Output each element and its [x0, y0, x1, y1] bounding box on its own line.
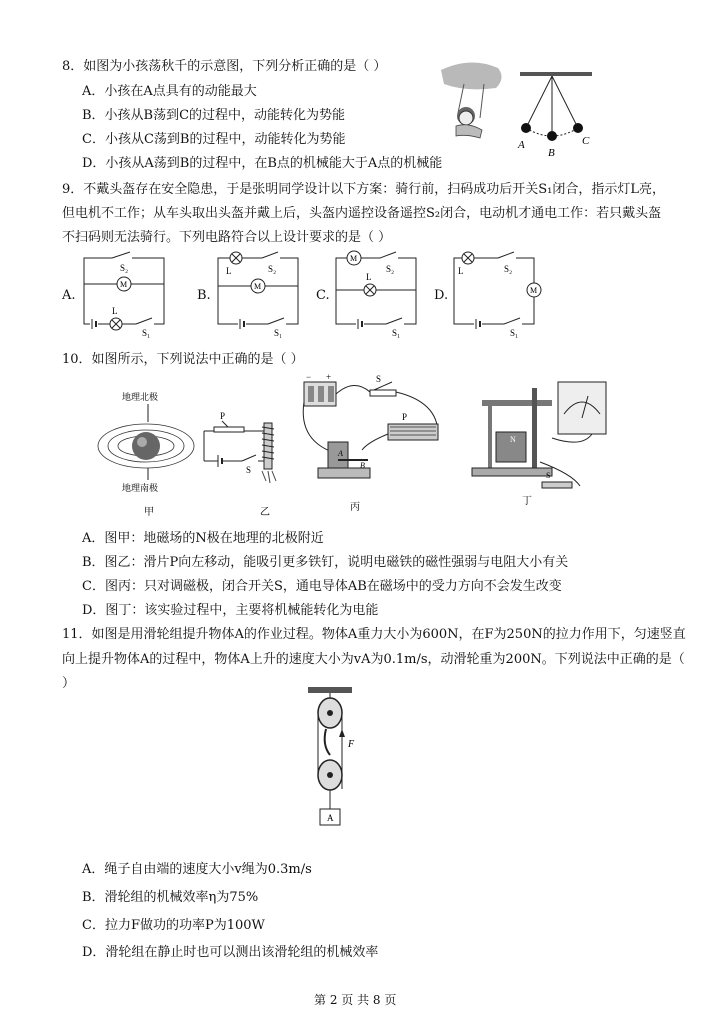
- svg-text:S₁: S₁: [274, 328, 283, 338]
- fig-bing-caption: 丙: [350, 502, 360, 513]
- force-label: F: [348, 739, 355, 750]
- q11-option-b: B．滑轮组的机械效率η为75%: [82, 890, 259, 905]
- label-point-a: A: [518, 139, 525, 151]
- svg-text:S₂: S₂: [504, 264, 513, 274]
- svg-text:M: M: [530, 286, 538, 295]
- circuit-c-option: C.: [316, 288, 330, 303]
- circuit-b-option: B.: [197, 288, 211, 303]
- q11-stem-line-1: 11．如图是用滑轮组提升物体A的作业过程。物体A重力大小为600N，在F为250N的拉力作用下，匀速竖直: [62, 627, 686, 642]
- svg-text:L: L: [226, 266, 232, 276]
- svg-text:P: P: [220, 411, 226, 421]
- circuit-b-diagram: [212, 250, 312, 338]
- svg-text:−: −: [306, 372, 312, 382]
- fig-ding-caption: 丁: [522, 496, 532, 507]
- svg-text:S: S: [546, 471, 551, 480]
- svg-text:S₂: S₂: [120, 263, 129, 273]
- fig-ding-induction-experiment: [462, 378, 612, 518]
- page-number-footer: 第 2 页 共 8 页: [314, 993, 397, 1007]
- q8-option-d: D．小孩从A荡到B的过程中，在B点的机械能大于A点的机械能: [82, 156, 443, 171]
- circuit-d-option: D.: [434, 288, 449, 303]
- svg-text:P: P: [402, 412, 408, 422]
- fig-jia-caption: 甲: [144, 507, 154, 518]
- svg-text:+: +: [326, 372, 332, 382]
- pendulum-ball-b: [547, 131, 557, 141]
- svg-text:M: M: [350, 254, 358, 263]
- circuit-d-diagram: [448, 250, 548, 338]
- circuit-a-option: A.: [62, 288, 76, 303]
- svg-text:S₂: S₂: [268, 264, 277, 274]
- svg-text:L: L: [458, 266, 464, 276]
- fig-bing-motor-experiment: [298, 372, 450, 518]
- svg-text:N: N: [510, 435, 516, 444]
- block-label: A: [327, 813, 334, 823]
- label-point-c: C: [582, 135, 590, 147]
- q11-stem-line-2: 向上提升物体A的过程中，物体A上升的速度大小为vA为0.1m/s，动滑轮重为200N。下列说法中正确的是（: [62, 652, 685, 667]
- q11-option-d: D．滑轮组在静止时也可以测出该滑轮组的机械效率: [82, 945, 379, 960]
- q11-option-c: C．拉力F做功的功率P为100W: [82, 918, 265, 933]
- svg-text:S: S: [246, 465, 252, 475]
- svg-text:S₂: S₂: [386, 264, 395, 274]
- circuit-a-diagram: [78, 250, 178, 338]
- q10-option-d: D．图丁：该实验过程中，主要将机械能转化为电能: [82, 603, 379, 618]
- swing-child-illustration: [436, 58, 506, 140]
- q8-option-b: B．小孩从B荡到C的过程中，动能转化为势能: [82, 108, 346, 123]
- q10-option-a: A．图甲：地磁场的N极在地理的北极附近: [82, 531, 324, 546]
- svg-text:M: M: [120, 280, 128, 289]
- q8-option-c: C．小孩从C荡到B的过程中，动能转化为势能: [82, 132, 346, 147]
- svg-text:S: S: [376, 374, 382, 384]
- pulley-system-diagram: [300, 685, 380, 835]
- circuit-c-diagram: [330, 250, 430, 338]
- svg-text:A: A: [338, 449, 343, 458]
- q11-option-a: A．绳子自由端的速度大小v绳为0.3m/s: [82, 862, 312, 877]
- pendulum-ball-c: [573, 123, 583, 133]
- q10-stem: 10．如图所示，下列说法中正确的是（ ）: [62, 352, 304, 367]
- south-pole-label: 地理南极: [122, 483, 159, 493]
- q10-option-c: C．图丙：只对调磁极，闭合开关S，通电导体AB在磁场中的受力方向不会发生改变: [82, 579, 562, 594]
- svg-text:L: L: [366, 272, 372, 282]
- q10-option-b: B．图乙：滑片P向左移动，能吸引更多铁钉，说明电磁铁的磁性强弱与电阻大小有关: [82, 555, 569, 570]
- fig-yi-caption: 乙: [260, 507, 270, 518]
- svg-text:M: M: [254, 282, 262, 291]
- svg-text:S₁: S₁: [510, 328, 519, 338]
- q8-stem: 8．如图为小孩荡秋千的示意图，下列分析正确的是（ ）: [62, 59, 387, 74]
- q9-stem-line-3: 不扫码则无法骑行。下列电路符合以上设计要求的是（ ）: [62, 230, 392, 245]
- svg-text:S₁: S₁: [392, 328, 401, 338]
- q9-stem-line-2: 但电机不工作；从车头取出头盔并戴上后，头盔内遥控设备遥控S₂闭合，电动机才通电工作：若只戴头盔: [62, 206, 662, 221]
- pendulum-diagram: [512, 68, 602, 160]
- svg-text:B: B: [360, 461, 365, 470]
- q9-stem-line-1: 9．不戴头盔存在安全隐患，于是张明同学设计以下方案：骑行前，扫码成功后开关S₁闭合，指示灯L亮，: [62, 182, 666, 197]
- fig-jia-geomagnetic: [96, 388, 206, 518]
- svg-text:L: L: [112, 306, 118, 316]
- fig-yi-electromagnet: [204, 405, 294, 517]
- q11-stem-line-3: ）: [62, 676, 76, 691]
- svg-text:S₁: S₁: [142, 328, 151, 338]
- pendulum-ball-a: [521, 123, 531, 133]
- north-pole-label: 地理北极: [122, 392, 159, 402]
- label-point-b: B: [548, 147, 555, 159]
- q8-option-a: A．小孩在A点具有的动能最大: [82, 84, 257, 99]
